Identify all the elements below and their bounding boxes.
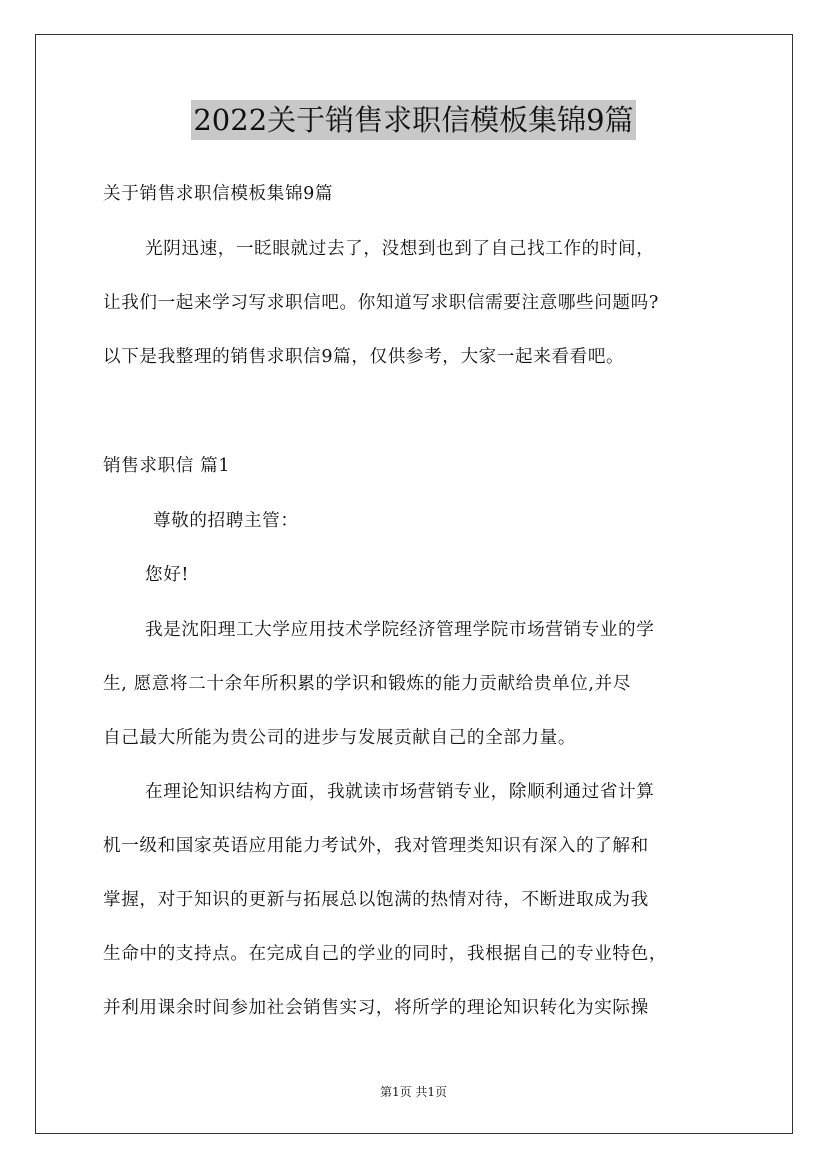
section-heading: 销售求职信 篇1: [103, 456, 231, 476]
paragraph1-line-2: 生, 愿意将二十余年所积累的学识和锻炼的能力贡献给贵单位,并尽: [103, 674, 632, 694]
greeting: 您好!: [145, 565, 190, 585]
paragraph2-line-2: 机一级和国家英语应用能力考试外，我对管理类知识有深入的了解和: [103, 836, 649, 856]
paragraph2-line-1: 在理论知识结构方面，我就读市场营销专业，除顺利通过省计算: [145, 782, 655, 802]
paragraph2-line-3: 掌握，对于知识的更新与拓展总以饱满的热情对待，不断进取成为我: [103, 890, 649, 910]
intro-line-3: 以下是我整理的销售求职信9篇，仅供参考，大家一起来看看吧。: [103, 347, 625, 367]
intro-line-2: 让我们一起来学习写求职信吧。你知道写求职信需要注意哪些问题吗?: [103, 293, 659, 313]
document-subtitle: 关于销售求职信模板集锦9篇: [103, 184, 334, 204]
salutation: 尊敬的招聘主管：: [153, 511, 299, 531]
paragraph2-line-4: 生命中的支持点。在完成自己的学业的同时，我根据自己的专业特色，: [103, 944, 668, 964]
document-title: 2022关于销售求职信模板集锦9篇: [191, 100, 635, 140]
paragraph2-line-5: 并利用课余时间参加社会销售实习，将所学的理论知识转化为实际操: [103, 998, 649, 1018]
paragraph1-line-1: 我是沈阳理工大学应用技术学院经济管理学院市场营销专业的学: [145, 620, 655, 640]
intro-line-1: 光阴迅速，一眨眼就过去了，没想到也到了自己找工作的时间，: [145, 239, 655, 259]
paragraph1-line-3: 自己最大所能为贵公司的进步与发展贡献自己的全部力量。: [103, 728, 577, 748]
title-container: [0, 100, 827, 140]
page-footer: 第1页 共1页: [379, 1085, 448, 1099]
